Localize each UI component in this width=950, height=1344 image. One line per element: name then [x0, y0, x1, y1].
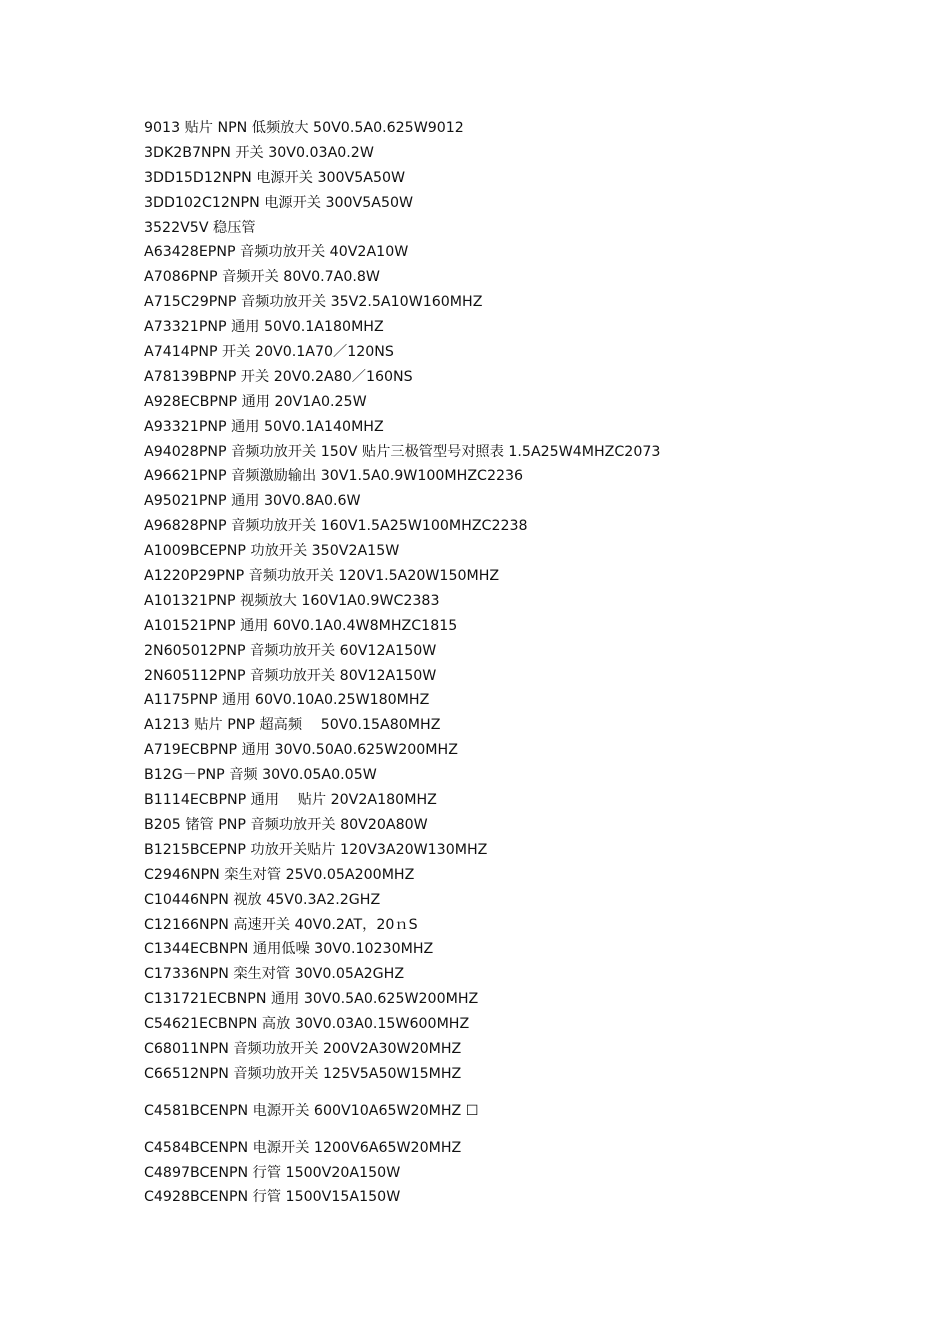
list-item: A1175PNP 通用 60V0.10A0.25W180MHZ [144, 692, 430, 709]
list-item: A101521PNP 通用 60V0.1A0.4W8MHZC1815 [144, 617, 458, 634]
list-item: C4581BCENPN 电源开关 600V10A65W20MHZ ☐ [144, 1102, 479, 1119]
list-item: C4584BCENPN 电源开关 1200V6A65W20MHZ [144, 1139, 462, 1156]
list-item: A715C29PNP 音频功放开关 35V2.5A10W160MHZ [144, 294, 483, 311]
list-item: A101321PNP 视频放大 160V1A0.9WC2383 [144, 592, 440, 609]
list-item: 3DK2B7NPN 开关 30V0.03A0.2W [144, 144, 374, 161]
list-item: A928ECBPNP 通用 20V1A0.25W [144, 393, 367, 410]
list-item: A719ECBPNP 通用 30V0.50A0.625W200MHZ [144, 742, 458, 759]
list-item: A73321PNP 通用 50V0.1A180MHZ [144, 319, 384, 336]
list-item: A7414PNP 开关 20V0.1A70／120NS [144, 344, 394, 361]
list-item: A96828PNP 音频功放开关 160V1.5A25W100MHZC2238 [144, 518, 528, 535]
list-item: A78139BPNP 开关 20V0.2A80／160NS [144, 368, 413, 385]
list-item: C2946NPN 栾生对管 25V0.05A200MHZ [144, 866, 415, 883]
list-item: 2N605012PNP 音频功放开关 60V12A150W [144, 642, 437, 659]
list-item: A1220P29PNP 音频功放开关 120V1.5A20W150MHZ [144, 568, 500, 585]
list-item: A1213 贴片 PNP 超高频 50V0.15A80MHZ [144, 717, 441, 734]
list-item: 3DD102C12NPN 电源开关 300V5A50W [144, 194, 414, 211]
list-item: 2N605112PNP 音频功放开关 80V12A150W [144, 667, 437, 684]
list-item: A95021PNP 通用 30V0.8A0.6W [144, 493, 361, 510]
list-item: C17336NPN 栾生对管 30V0.05A2GHZ [144, 966, 405, 983]
list-item: C66512NPN 音频功放开关 125V5A50W15MHZ [144, 1065, 462, 1082]
list-item: C1344ECBNPN 通用低噪 30V0.10230MHZ [144, 941, 434, 958]
list-item: A1009BCEPNP 功放开关 350V2A15W [144, 543, 400, 560]
list-item: A63428EPNP 音频功放开关 40V2A10W [144, 244, 409, 261]
list-item: C10446NPN 视放 45V0.3A2.2GHZ [144, 891, 381, 908]
list-item: A94028PNP 音频功放开关 150V 贴片三极管型号对照表 1.5A25W4MHZC2073 [144, 443, 661, 460]
list-item: 3522V5V 稳压管 [144, 219, 256, 236]
list-item: C4897BCENPN 行管 1500V20A150W [144, 1164, 401, 1181]
list-item: B12G－PNP 音频 30V0.05A0.05W [144, 767, 377, 784]
list-item: A7086PNP 音频开关 80V0.7A0.8W [144, 269, 380, 286]
list-item: C12166NPN 高速开关 40V0.2AT，20ｎS [144, 916, 418, 933]
list-item: C68011NPN 音频功放开关 200V2A30W20MHZ [144, 1040, 462, 1057]
list-item: A93321PNP 通用 50V0.1A140MHZ [144, 418, 384, 435]
list-item: 9013 贴片 NPN 低频放大 50V0.5A0.625W9012 [144, 120, 464, 136]
transistor-list [144, 116, 904, 1210]
list-item: C131721ECBNPN 通用 30V0.5A0.625W200MHZ [144, 991, 479, 1008]
list-item: B1215BCEPNP 功放开关贴片 120V3A20W130MHZ [144, 841, 488, 858]
list-item: 3DD15D12NPN 电源开关 300V5A50W [144, 169, 406, 186]
list-item: C4928BCENPN 行管 1500V15A150W [144, 1189, 401, 1206]
list-item: C54621ECBNPN 高放 30V0.03A0.15W600MHZ [144, 1016, 470, 1033]
list-item: B205 锗管 PNP 音频功放开关 80V20A80W [144, 816, 428, 833]
list-item: A96621PNP 音频激励输出 30V1.5A0.9W100MHZC2236 [144, 468, 524, 485]
list-item: B1114ECBPNP 通用 贴片 20V2A180MHZ [144, 792, 437, 809]
